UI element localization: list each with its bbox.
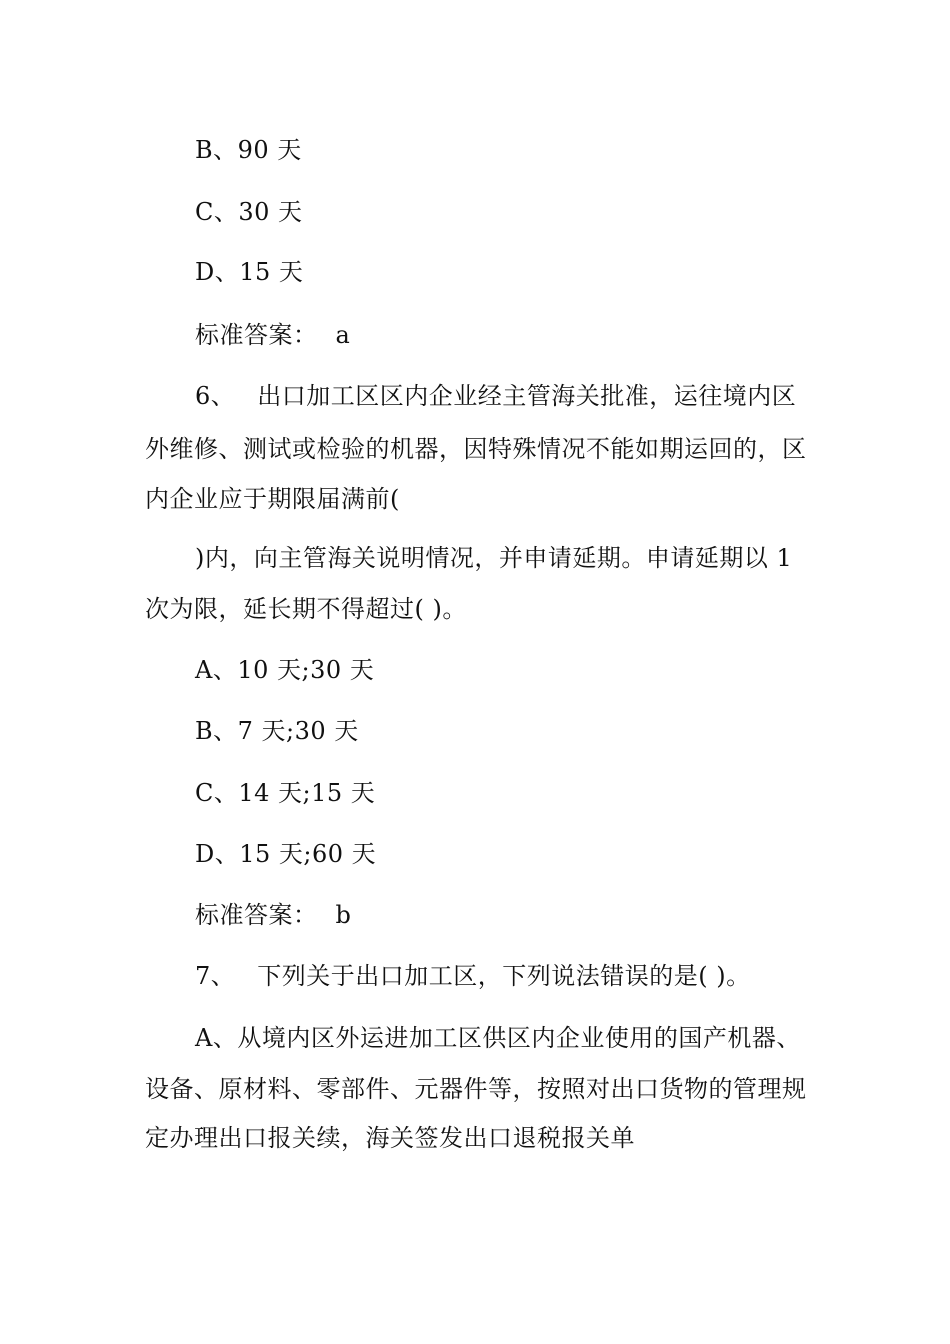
q5-option-c: C、30 天 (195, 198, 303, 226)
q7-stem-text: 下列关于出口加工区，下列说法错误的是( )。 (257, 962, 751, 990)
q6-option-d: D、15 天;60 天 (195, 840, 377, 868)
q5-option-d: D、15 天 (195, 258, 304, 286)
q6-stem-text-1: 出口加工区区内企业经主管海关批准，运往境内区 (257, 382, 797, 410)
q7-option-a-line-2: 设备、原材料、零部件、元器件等，按照对出口货物的管理规 (145, 1075, 807, 1103)
q5-answer (195, 319, 350, 351)
q6-option-c: C、14 天;15 天 (195, 779, 376, 807)
q5-answer-value: a (335, 321, 351, 349)
q6-number: 6、 (195, 382, 236, 410)
q5-option-b: B、90 天 (195, 136, 302, 164)
q6-answer-label: 标准答案： (195, 901, 318, 929)
q6-stem-line-3: 内企业应于期限届满前( (145, 485, 400, 513)
q6-stem-line-5: 次为限，延长期不得超过( )。 (145, 595, 467, 623)
q7-option-a-line-1: A、从境内区外运进加工区供区内企业使用的国产机器、 (195, 1024, 801, 1052)
q6-answer-value: b (335, 901, 352, 929)
q7-option-a-line-3: 定办理出口报关续，海关签发出口退税报关单 (145, 1124, 635, 1152)
q5-answer-label: 标准答案： (195, 321, 318, 349)
q6-option-b: B、7 天;30 天 (195, 717, 359, 745)
q6-answer (195, 899, 351, 931)
q6-stem-line-1 (195, 380, 796, 412)
q6-option-a: A、10 天;30 天 (195, 656, 375, 684)
q6-stem-line-4: )内，向主管海关说明情况，并申请延期。申请延期以 1 (195, 544, 793, 572)
q7-stem (195, 960, 751, 992)
q6-stem-line-2: 外维修、测试或检验的机器，因特殊情况不能如期运回的，区 (145, 435, 807, 463)
q7-number: 7、 (195, 962, 236, 990)
